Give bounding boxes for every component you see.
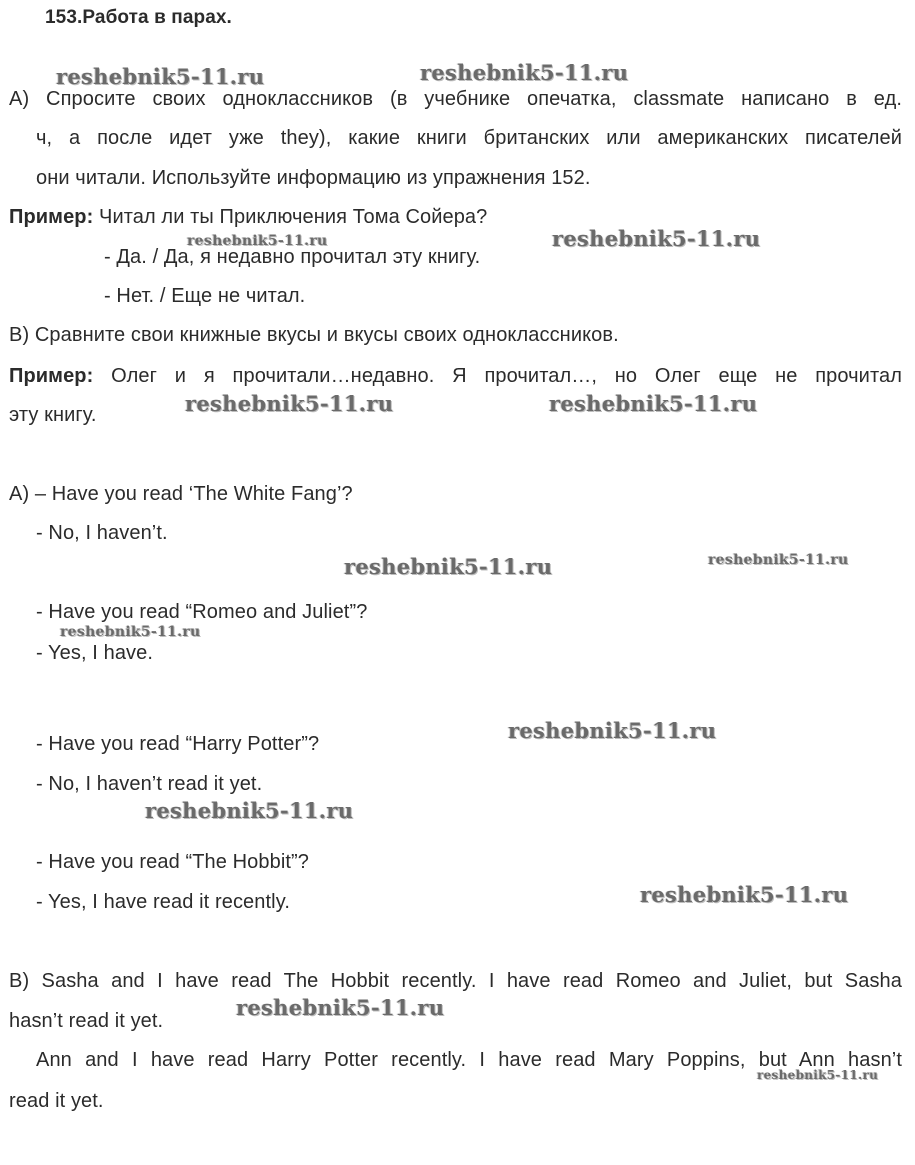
example-question: Читал ли ты Приключения Тома Сойера? <box>93 206 488 228</box>
watermark: reshebnik5-11.ru <box>549 391 758 416</box>
example-label: Пример: <box>9 206 94 228</box>
answer-a3: - No, I haven’t read it yet. <box>36 773 263 795</box>
answer-a2: - Yes, I have. <box>36 642 154 664</box>
watermark: reshebnik5-11.ru <box>60 624 201 640</box>
answer-b-p2-line-1: Ann and I have read Harry Potter recently. I have read Mary Poppins, but Ann hasn’t <box>36 1049 902 1071</box>
example-b-line-2: эту книгу. <box>9 404 97 426</box>
watermark: reshebnik5-11.ru <box>757 1068 879 1082</box>
watermark: reshebnik5-11.ru <box>344 554 553 579</box>
watermark: reshebnik5-11.ru <box>145 798 354 823</box>
example-b-line-1: Олег и я прочитали…недавно. Я прочитал…, но Олег еще не прочитал <box>93 365 902 387</box>
task-a-line-1: А) Спросите своих одноклассников (в учебнике опечатка, classmate написано в ед. <box>9 88 902 110</box>
answer-b-p2-line-2: read it yet. <box>9 1090 104 1112</box>
watermark: reshebnik5-11.ru <box>187 233 328 249</box>
example-answer-yes: - Да. / Да, я недавно прочитал эту книгу. <box>104 246 481 268</box>
exercise-title: 153.Работа в парах. <box>45 7 232 28</box>
answer-q1: A) – Have you read ‘The White Fang’? <box>9 483 353 505</box>
example-answer-no: - Нет. / Еще не читал. <box>104 285 306 307</box>
answer-q2: - Have you read “Romeo and Juliet”? <box>36 601 368 623</box>
watermark: reshebnik5-11.ru <box>236 995 445 1020</box>
watermark: reshebnik5-11.ru <box>508 718 717 743</box>
task-a-example <box>9 204 487 230</box>
answer-b-p1-line-2: hasn’t read it yet. <box>9 1010 164 1032</box>
watermark: reshebnik5-11.ru <box>640 882 849 907</box>
watermark: reshebnik5-11.ru <box>552 226 761 251</box>
task-b-line-1: В) Сравните свои книжные вкусы и вкусы своих одноклассников. <box>9 324 619 346</box>
watermark: reshebnik5-11.ru <box>185 391 394 416</box>
answer-a1: - No, I haven’t. <box>36 522 168 544</box>
answer-b-p1-line-1: B) Sasha and I have read The Hobbit recently. I have read Romeo and Juliet, but Sasha <box>9 970 902 992</box>
watermark: reshebnik5-11.ru <box>708 552 849 568</box>
answer-a4: - Yes, I have read it recently. <box>36 891 290 913</box>
task-b-example <box>9 363 902 389</box>
watermark: reshebnik5-11.ru <box>420 60 629 85</box>
watermark: reshebnik5-11.ru <box>56 64 265 89</box>
task-a-line-2: ч, а после идет уже they), какие книги британских или американских писателей <box>36 127 902 149</box>
answer-q3: - Have you read “Harry Potter”? <box>36 733 320 755</box>
task-a-line-3: они читали. Используйте информацию из упражнения 152. <box>36 167 591 189</box>
example-label-b: Пример: <box>9 365 94 387</box>
answer-q4: - Have you read “The Hobbit”? <box>36 851 310 873</box>
